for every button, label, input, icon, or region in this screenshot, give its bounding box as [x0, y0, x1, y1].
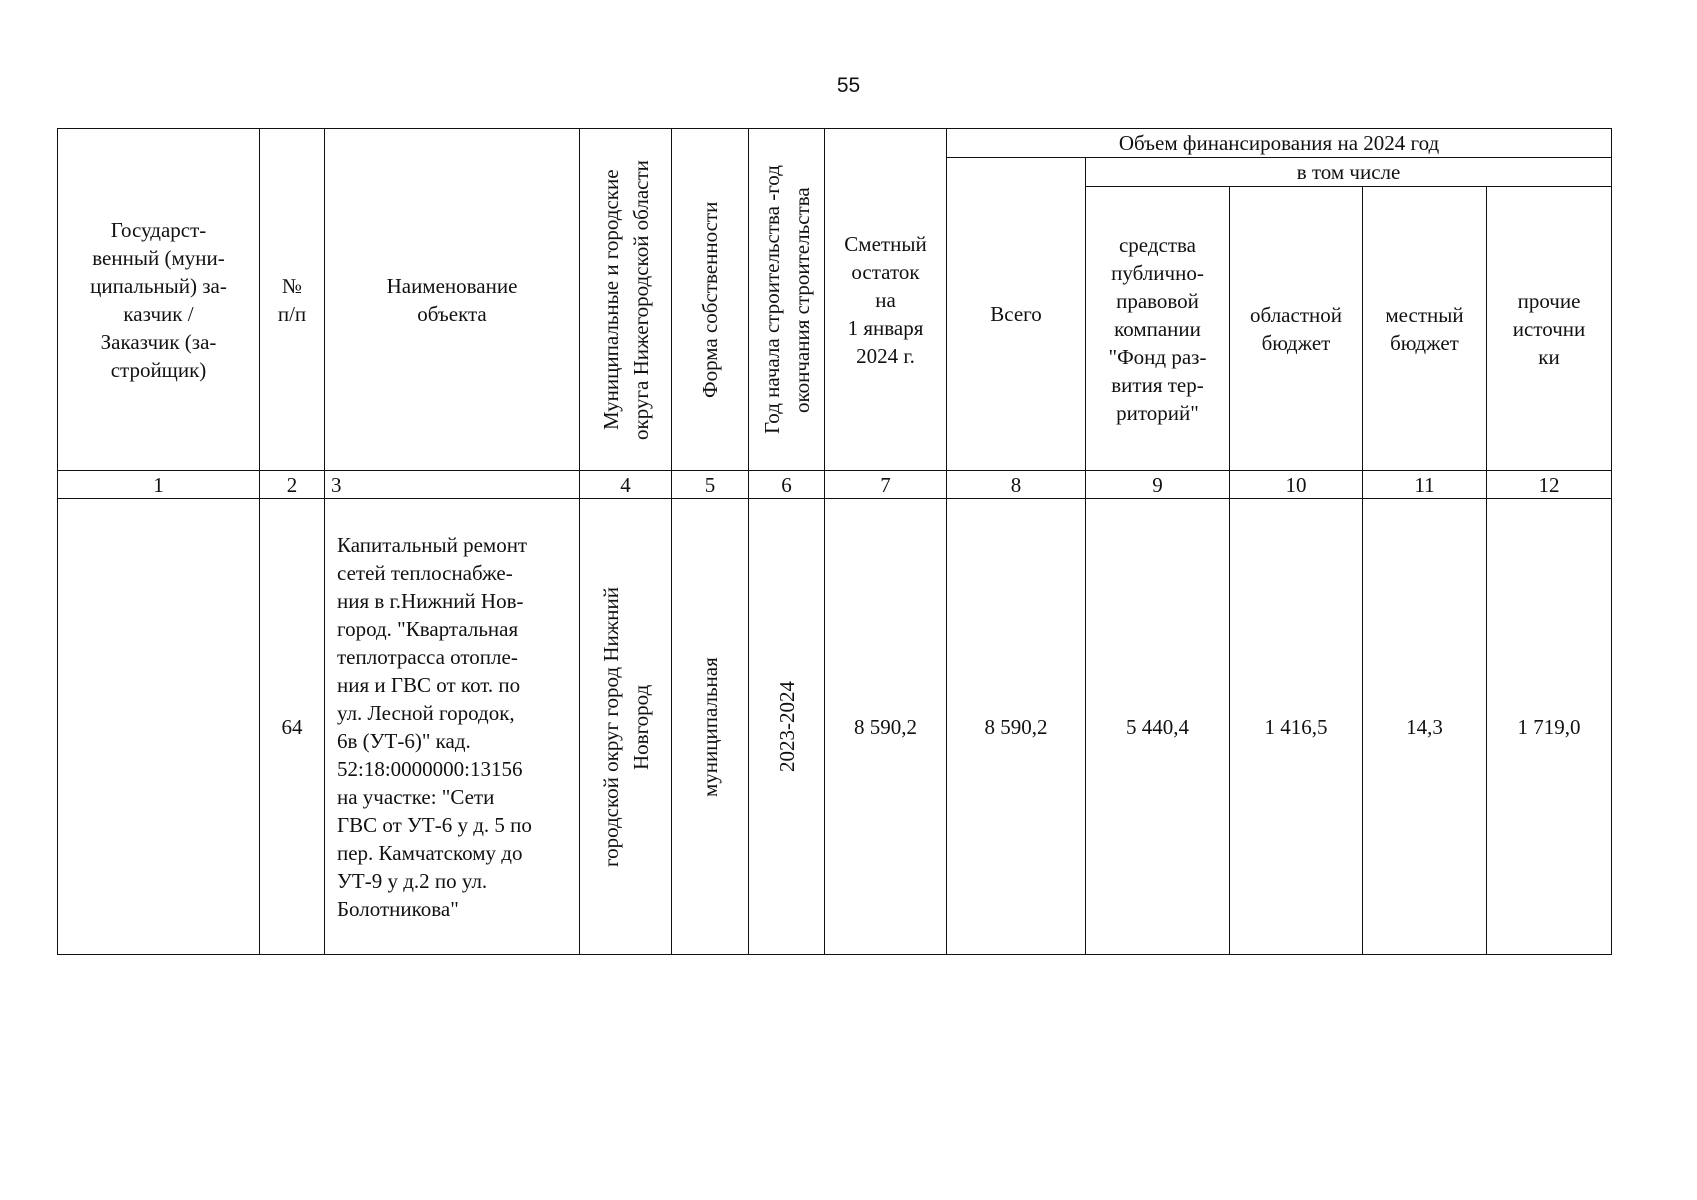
row-remainder: 8 590,2: [825, 499, 947, 955]
column-number-row: [58, 471, 1612, 499]
header-fund: средства публично- правовой компании "Фонд раз- вития тер- риторий": [1086, 187, 1230, 471]
header-municipality: Муниципальные и городские округа Нижегородской области: [598, 159, 653, 440]
column-number: 12: [1487, 471, 1612, 499]
header-years-cell: [749, 129, 825, 471]
column-number: 3: [325, 471, 580, 499]
column-number: 2: [260, 471, 325, 499]
row-regional: 1 416,5: [1230, 499, 1363, 955]
row-ownership-cell: [672, 499, 749, 955]
row-ownership: муниципальная: [698, 656, 722, 797]
header-funding-title: Объем финансирования на 2024 год: [947, 129, 1612, 158]
row-customer: [58, 499, 260, 955]
header-ownership: Форма собственности: [698, 201, 722, 398]
row-local: 14,3: [1363, 499, 1487, 955]
investment-table-wrapper: [57, 128, 1612, 955]
header-number: № п/п: [260, 129, 325, 471]
column-number: 7: [825, 471, 947, 499]
header-ownership-cell: [672, 129, 749, 471]
header-row-1: [58, 129, 1612, 158]
column-number: 4: [580, 471, 672, 499]
column-number: 6: [749, 471, 825, 499]
header-object-name: Наименование объекта: [325, 129, 580, 471]
row-total: 8 590,2: [947, 499, 1086, 955]
column-number: 9: [1086, 471, 1230, 499]
column-number: 10: [1230, 471, 1363, 499]
row-object-name: Капитальный ремонт сетей теплоснабже- ния в г.Нижний Нов- город. "Квартальная теплотрасса отопле- ния и ГВС от кот. по ул. Лесной городок, 6в (УТ-6)" кад. 52:18:0000000:13156 на участке: "Сети ГВС от УТ-6 у д. 5 по пер. Камчатскому до УТ-9 у д.2 по ул. Болотникова": [325, 499, 580, 955]
row-number: 64: [260, 499, 325, 955]
column-number: 11: [1363, 471, 1487, 499]
header-regional: областной бюджет: [1230, 187, 1363, 471]
header-years: Год начала строительства -год окончания строительства: [759, 165, 814, 434]
header-other: прочие источни ки: [1487, 187, 1612, 471]
page-number: 55: [836, 74, 861, 97]
row-other: 1 719,0: [1487, 499, 1612, 955]
header-remainder: Сметный остаток на 1 января 2024 г.: [825, 129, 947, 471]
row-municipality-cell: [580, 499, 672, 955]
header-including: в том числе: [1086, 158, 1612, 187]
header-total: Всего: [947, 158, 1086, 471]
row-municipality: городской округ город Нижний Новгород: [598, 586, 653, 867]
investment-table: [57, 128, 1612, 955]
column-number: 1: [58, 471, 260, 499]
column-number: 5: [672, 471, 749, 499]
table-row: [58, 499, 1612, 955]
column-number: 8: [947, 471, 1086, 499]
row-years: 2023-2024: [774, 681, 799, 772]
header-local: местный бюджет: [1363, 187, 1487, 471]
row-years-cell: [749, 499, 825, 955]
header-customer: Государст- венный (муни- ципальный) за- казчик / Заказчик (за- стройщик): [58, 129, 260, 471]
header-municipality-cell: [580, 129, 672, 471]
row-fund: 5 440,4: [1086, 499, 1230, 955]
